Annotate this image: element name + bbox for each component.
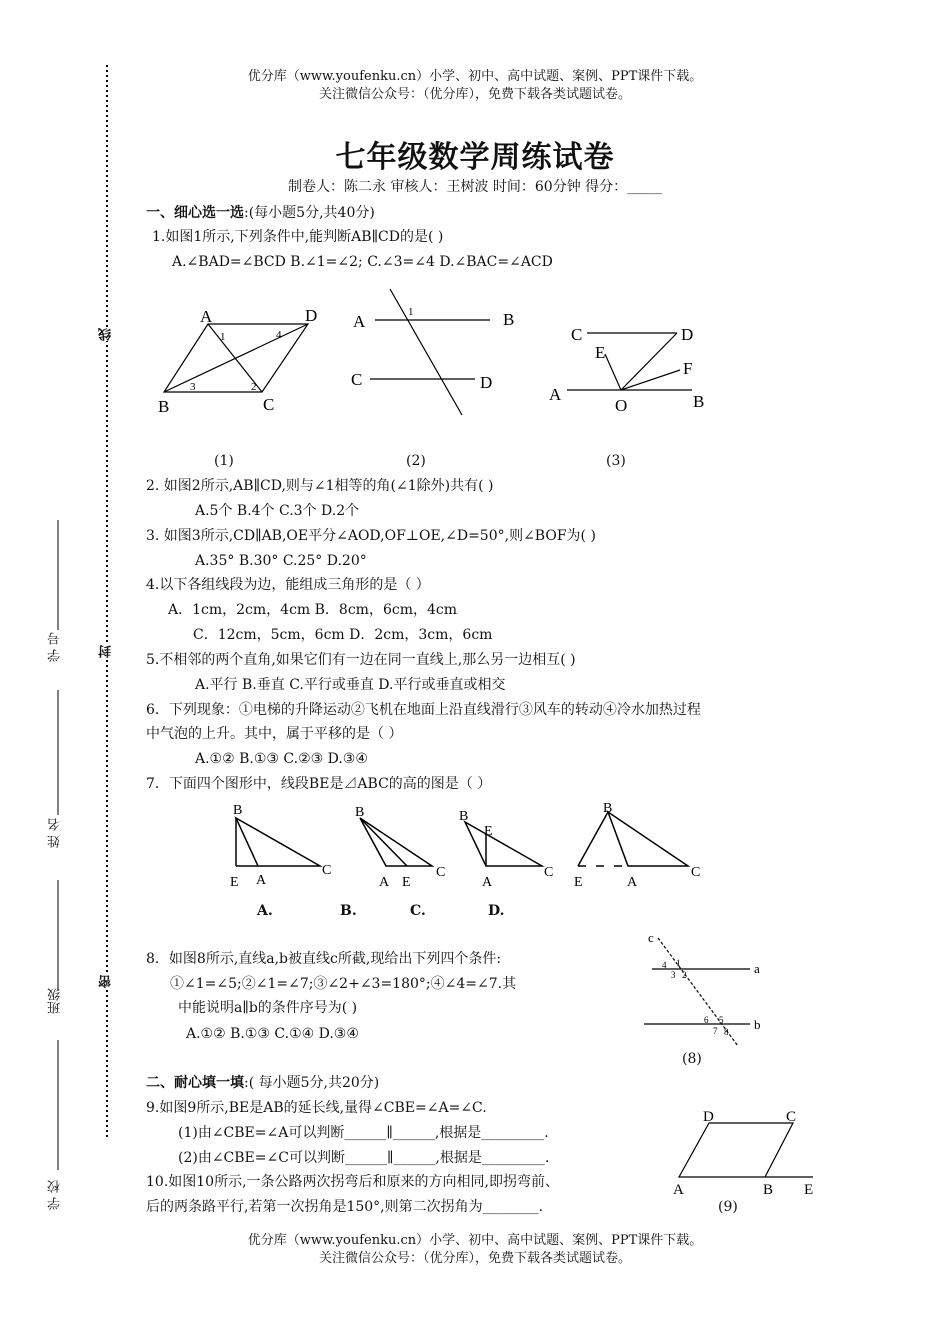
svg-text:A: A	[673, 1182, 684, 1198]
q1-stem: 1.如图1所示,下列条件中,能判断AB∥CD的是( )	[152, 229, 444, 245]
q6-stem-2: 中气泡的上升。其中，属于平移的是（ ）	[146, 726, 403, 742]
svg-text:E: E	[402, 875, 411, 890]
svg-text:A: A	[482, 875, 493, 890]
figure-9	[665, 1105, 825, 1200]
svg-text:D: D	[305, 306, 318, 325]
fig8-caption: (8)	[682, 1051, 702, 1067]
svg-text:D: D	[480, 373, 493, 392]
binding-feng: 封	[99, 645, 114, 658]
q7-figures	[222, 800, 712, 892]
svg-text:A: A	[379, 875, 390, 890]
figure-1	[150, 300, 330, 420]
svg-text:3: 3	[671, 970, 676, 980]
label-xingming: 姓 名	[48, 818, 63, 849]
q7-label-a: A.	[257, 903, 273, 919]
q3-options: A.35° B.30° C.25° D.20°	[195, 553, 367, 569]
fig9-caption: (9)	[718, 1199, 738, 1215]
q8-ask: 中能说明a∥b的条件序号为( )	[178, 1000, 358, 1016]
svg-text:D: D	[681, 325, 694, 344]
svg-text:2: 2	[682, 970, 687, 980]
svg-text:1: 1	[676, 958, 681, 968]
fig1-caption: (1)	[214, 453, 234, 469]
q4-options-cd: C．12cm，5cm，6cm D．2cm，3cm，6cm	[193, 627, 493, 643]
q8-stem: 8．如图8所示,直线a,b被直线c所截,现给出下列四个条件:	[146, 951, 502, 967]
q2-stem: 2. 如图2所示,AB∥CD,则与∠1相等的角(∠1除外)共有( )	[146, 478, 494, 494]
q1-options: A.∠BAD=∠BCD B.∠1=∠2; C.∠3=∠4 D.∠BAC=∠ACD	[172, 254, 553, 270]
q2-options: A.5个 B.4个 C.3个 D.2个	[195, 503, 360, 519]
svg-text:7: 7	[713, 1026, 718, 1036]
svg-text:a: a	[754, 961, 760, 976]
q8-conditions: ①∠1=∠5;②∠1=∠7;③∠2+∠3=180°;④∠4=∠7.其	[170, 976, 517, 992]
q10-line-2: 后的两条路平行,若第一次拐角是150°,则第二次拐角为________.	[146, 1199, 544, 1215]
svg-text:A: A	[200, 307, 213, 326]
label-banji: 班级	[48, 988, 63, 1014]
svg-text:C: C	[571, 325, 583, 344]
figure-3	[545, 318, 725, 418]
fig2-caption: (2)	[406, 453, 426, 469]
q7-label-c: C.	[410, 903, 426, 919]
svg-text:B: B	[763, 1182, 774, 1198]
page-title: 七年级数学周练试卷	[335, 140, 615, 175]
svg-text:B: B	[158, 397, 170, 416]
svg-text:E: E	[595, 343, 606, 362]
svg-text:b: b	[754, 1017, 761, 1032]
svg-text:A: A	[549, 385, 562, 404]
q7-label-b: B.	[340, 903, 357, 919]
svg-text:E: E	[484, 824, 493, 839]
svg-text:E: E	[230, 875, 239, 890]
q4-stem: 4.以下各组线段为边，能组成三角形的是（ ）	[146, 577, 430, 593]
svg-text:C: C	[544, 865, 554, 880]
exam-meta: 制卷人：陈二永 审核人：王树波 时间：60分钟 得分：_____	[288, 179, 663, 195]
svg-text:B: B	[503, 310, 515, 329]
q5-options: A.平行 B.垂直 C.平行或垂直 D.平行或垂直或相交	[195, 677, 506, 693]
q7-stem: 7．下面四个图形中，线段BE是⊿ABC的高的图是（ ）	[146, 776, 492, 792]
q3-stem: 3. 如图3所示,CD∥AB,OE平分∠AOD,OF⊥OE,∠D=50°,则∠BOF为( )	[146, 528, 596, 544]
q9-stem: 9.如图9所示,BE是AB的延长线,量得∠CBE=∠A=∠C.	[146, 1100, 487, 1116]
svg-text:3: 3	[190, 381, 196, 393]
section1-heading: 一、细心选一选:(每小题5分,共40分)	[146, 205, 375, 221]
fig3-caption: (3)	[606, 453, 626, 469]
svg-text:4: 4	[662, 960, 667, 970]
svg-text:8: 8	[724, 1027, 729, 1037]
label-xuexiao: 学 校	[48, 1180, 63, 1211]
footer-line-2: 关注微信公众号：（优分库），免费下载各类试题试卷。	[318, 1251, 631, 1266]
q8-options: A.①② B.①③ C.①④ D.③④	[186, 1026, 359, 1042]
header-line-2: 关注微信公众号：（优分库），免费下载各类试题试卷。	[318, 87, 631, 102]
svg-text:B: B	[603, 801, 613, 816]
svg-text:A: A	[627, 875, 638, 890]
svg-text:A: A	[256, 873, 267, 888]
svg-text:C: C	[322, 863, 332, 878]
label-xuehao: 学 号	[48, 632, 63, 663]
svg-text:F: F	[683, 359, 693, 378]
svg-text:C: C	[436, 865, 446, 880]
q6-stem-1: 6．下列现象：①电梯的升降运动②飞机在地面上沿直线滑行③风车的转动④冷水加热过程	[146, 702, 701, 718]
svg-text:5: 5	[719, 1015, 724, 1025]
q5-stem: 5.不相邻的两个直角,如果它们有一边在同一直线上,那么另一边相互( )	[146, 652, 576, 668]
svg-text:B: B	[355, 805, 365, 820]
section2-heading: 二、耐心填一填:( 每小题5分,共20分)	[146, 1075, 380, 1091]
svg-text:D: D	[703, 1109, 714, 1125]
svg-text:6: 6	[704, 1015, 709, 1025]
figure-8	[638, 928, 778, 1048]
q9-part-2: (2)由∠CBE=∠C可以判断______∥______,根据是_________.	[178, 1150, 550, 1166]
svg-text:C: C	[263, 395, 275, 414]
svg-text:O: O	[615, 396, 628, 415]
svg-text:c: c	[648, 930, 654, 945]
figure-2	[345, 285, 525, 425]
svg-text:C: C	[691, 865, 701, 880]
svg-text:1: 1	[220, 331, 226, 343]
svg-text:B: B	[233, 803, 243, 818]
svg-text:A: A	[353, 312, 366, 331]
student-info-lines	[40, 520, 70, 1240]
q6-options: A.①② B.①③ C.②③ D.③④	[195, 751, 368, 767]
svg-text:C: C	[786, 1109, 797, 1125]
binding-mi: 密	[99, 975, 114, 988]
svg-text:B: B	[459, 809, 469, 824]
svg-text:2: 2	[251, 381, 257, 393]
binding-xian: 线	[99, 328, 114, 341]
q7-label-d: D.	[488, 903, 505, 919]
footer-line-1: 优分库（www.youfenku.cn）小学、初中、高中试题、案例、PPT课件下载。	[247, 1233, 703, 1248]
q9-part-1: (1)由∠CBE=∠A可以判断______∥______,根据是_________.	[178, 1125, 549, 1141]
svg-text:4: 4	[276, 329, 282, 341]
svg-text:1: 1	[408, 306, 414, 318]
svg-text:B: B	[693, 392, 705, 411]
header-line-1: 优分库（www.youfenku.cn）小学、初中、高中试题、案例、PPT课件下载。	[247, 69, 703, 84]
svg-text:C: C	[351, 370, 363, 389]
svg-text:E: E	[804, 1182, 814, 1198]
q10-line-1: 10.如图10所示,一条公路两次拐弯后和原来的方向相同,即拐弯前、	[146, 1174, 559, 1190]
svg-text:E: E	[574, 875, 583, 890]
q4-options-ab: A．1cm，2cm，4cm B．8cm，6cm，4cm	[168, 602, 457, 618]
